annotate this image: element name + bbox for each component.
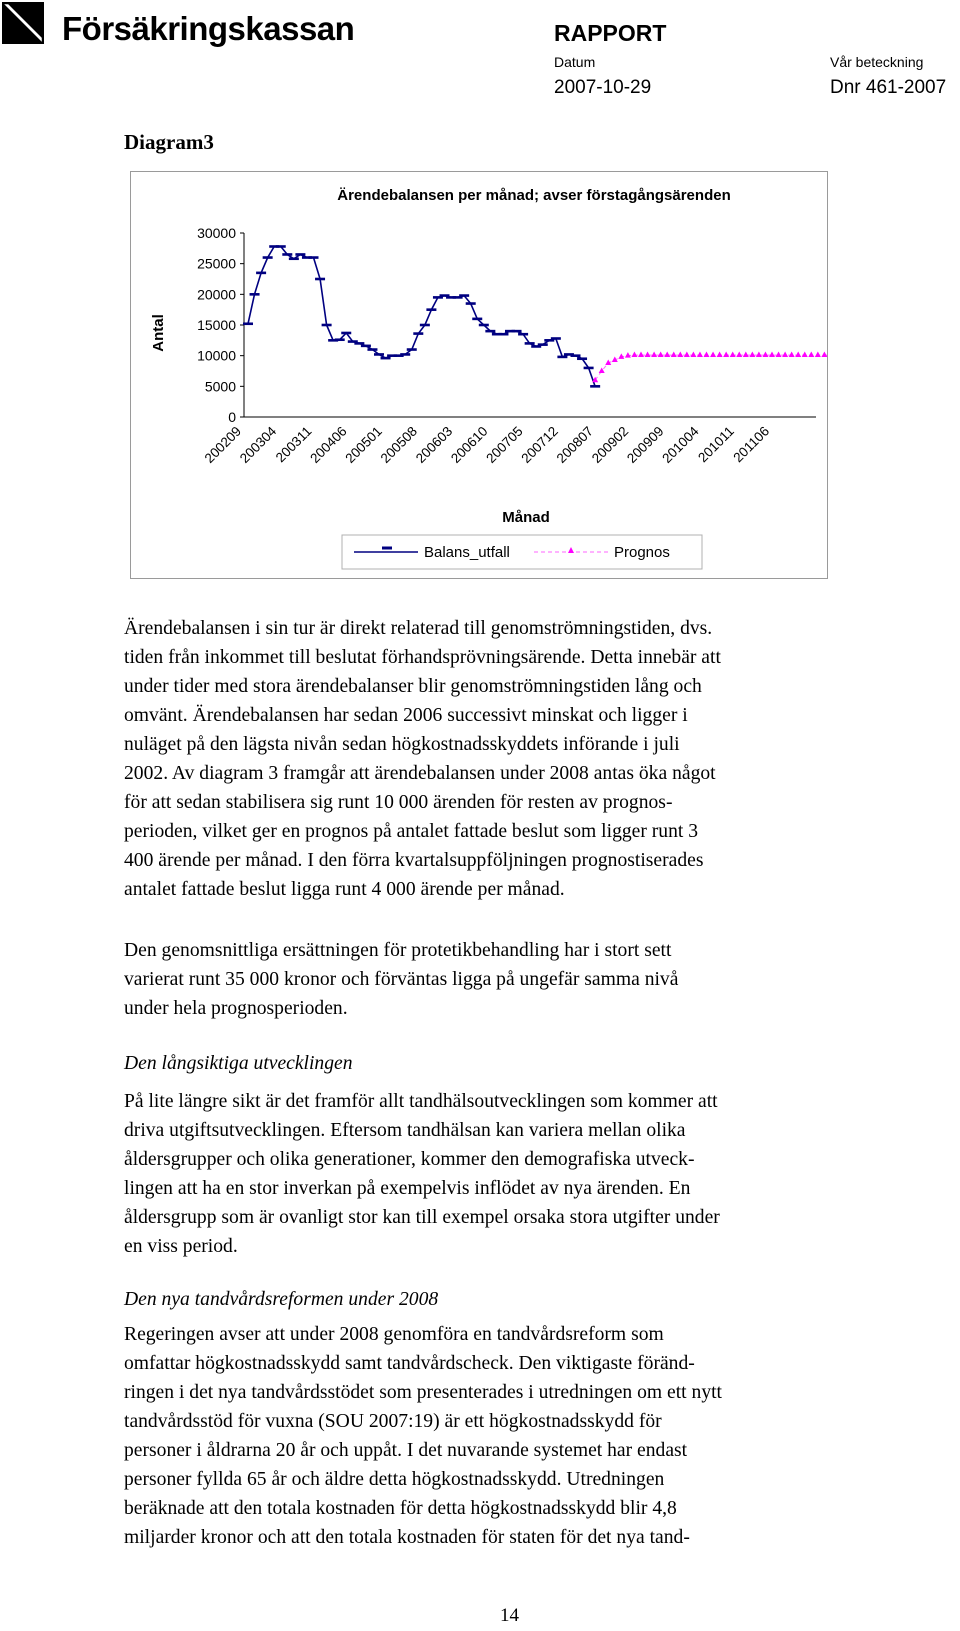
chart bbox=[130, 171, 828, 579]
data-point-prognos bbox=[671, 352, 677, 358]
x-tick-label: 200209 bbox=[201, 423, 245, 466]
x-tick-label: 200610 bbox=[448, 423, 491, 466]
paragraph-balance: Ärendebalansen i sin tur är direkt relaterad till genomströmningstiden, dvs. tiden från inkommet till beslutat förhandsprövningsärende. Detta innebär att under tider med stora ärendebalanser blir genomströmningstiden lång och omvänt. Ärendebalansen har sedan 2006 successivt minskat och ligger i nuläget på den lägsta nivån sedan högkostnadsskyddets införande i juli 2002. Av diagram 3 framgår att ärendebalansen under 2008 antas öka något för att sedan stabilisera sig runt 10 000 ärenden för resten av prognos- perioden, vilket ger en prognos på antalet fattade beslut som ligger runt 3 400 ärende per månad. I den förra kvartalsuppföljningen prognostiserades antalet fattade beslut ligga runt 4 000 ärende per månad. bbox=[124, 618, 721, 900]
data-point-prognos bbox=[749, 352, 755, 358]
x-tick-label: 200304 bbox=[236, 423, 280, 466]
y-tick-label: 10000 bbox=[197, 347, 236, 364]
x-tick-label: 200508 bbox=[377, 423, 421, 466]
chart-legend bbox=[342, 535, 702, 569]
x-axis-label: Månad bbox=[502, 509, 550, 526]
data-point-prognos bbox=[789, 352, 795, 358]
data-point-prognos bbox=[645, 352, 651, 358]
data-point-prognos bbox=[762, 352, 768, 358]
data-point-prognos bbox=[730, 352, 736, 358]
x-tick-label: 200603 bbox=[412, 423, 456, 466]
x-tick-label: 200712 bbox=[518, 423, 561, 466]
x-tick-label: 201011 bbox=[695, 423, 737, 466]
data-point-prognos bbox=[723, 352, 729, 358]
diagram-label: Diagram3 bbox=[124, 130, 214, 154]
x-tick-label: 200406 bbox=[307, 423, 350, 466]
data-point-prognos bbox=[631, 352, 637, 358]
y-tick-label: 0 bbox=[228, 409, 236, 425]
data-point-prognos bbox=[717, 352, 723, 358]
reference-value: Dnr 461-2007 bbox=[830, 77, 947, 98]
report-type: RAPPORT bbox=[554, 20, 667, 46]
legend-label-prognos: Prognos bbox=[614, 544, 670, 561]
y-axis-label: Antal bbox=[150, 314, 167, 352]
data-point-prognos bbox=[808, 352, 814, 358]
chart-title: Ärendebalansen per månad; avser förstagångsärenden bbox=[337, 187, 731, 204]
data-point-prognos bbox=[736, 352, 742, 358]
logo-text: Försäkringskassan bbox=[62, 10, 355, 47]
paragraph-reform: Regeringen avser att under 2008 genomföra en tandvårdsreform som omfattar högkostnadsskydd samt tandvårdscheck. Den viktigaste föränd- ringen i det nya tandvårdsstödet som presenterades i utredningen om ett nytt tandvårdsstöd för vuxna (SOU 2007:19) är ett högkostnadsskydd för personer i åldrarna 20 år och uppåt. I det nuvarande systemet har endast personer fyllda 65 år och äldre detta högkostnadsskydd. Utredningen beräknade att den totala kostnaden för detta högkostnadsskydd blir 4,8 miljarder kronor och att den totala kostnaden för staten för det nya tand- bbox=[124, 1324, 723, 1548]
y-tick-label: 15000 bbox=[197, 317, 236, 333]
data-point-prognos bbox=[704, 352, 710, 358]
x-tick-label: 200909 bbox=[624, 423, 667, 466]
series-line-prognos bbox=[595, 355, 828, 380]
data-point-prognos bbox=[802, 352, 808, 358]
data-point-prognos bbox=[743, 352, 749, 358]
data-point-prognos bbox=[651, 352, 657, 358]
date-label: Datum bbox=[554, 54, 596, 70]
paragraph-average-compensation: Den genomsnittliga ersättningen för protetikbehandling har i stort sett varierat runt 35 000 kronor och förväntas ligga på ungefär samma nivå under hela prognosperioden. bbox=[124, 940, 679, 1019]
data-point-prognos bbox=[821, 352, 827, 358]
data-point-prognos bbox=[677, 352, 683, 358]
data-point-prognos bbox=[625, 352, 631, 358]
y-tick-label: 25000 bbox=[197, 255, 236, 272]
x-tick-label: 200807 bbox=[553, 423, 597, 466]
heading-long-term: Den långsiktiga utvecklingen bbox=[124, 1053, 353, 1074]
logo-icon bbox=[2, 2, 44, 44]
data-point-prognos bbox=[795, 352, 801, 358]
x-tick-label: 200501 bbox=[342, 423, 385, 466]
data-point-prognos bbox=[638, 352, 644, 358]
y-tick-label: 5000 bbox=[204, 378, 236, 395]
data-point-prognos bbox=[815, 352, 821, 358]
data-point-prognos bbox=[756, 352, 762, 358]
heading-reform: Den nya tandvårdsreformen under 2008 bbox=[124, 1289, 439, 1310]
data-point-prognos bbox=[684, 352, 690, 358]
x-tick-label: 200902 bbox=[588, 423, 632, 466]
series-line-balans bbox=[248, 247, 595, 387]
data-point-prognos bbox=[690, 352, 696, 358]
reference-label: Vår beteckning bbox=[830, 54, 924, 70]
date-value: 2007-10-29 bbox=[554, 77, 652, 98]
paragraph-long-term: På lite längre sikt är det framför allt tandhälsoutvecklingen som kommer att driva utgiftsutvecklingen. Eftersom tandhälsan kan variera mellan olika åldersgrupper och olika generationer, kommer den demografiska utveck- lingen att ha en stor inverkan på exempelvis inflödet av nya ärenden. En åldersgrupp som är ovanligt stor kan till exempel orsaka stora utgifter under en viss period. bbox=[124, 1091, 720, 1257]
data-point-prognos bbox=[697, 352, 703, 358]
data-point-prognos bbox=[769, 352, 775, 358]
data-point-prognos bbox=[782, 352, 788, 358]
data-point-prognos bbox=[658, 352, 664, 358]
legend-label-balans: Balans_utfall bbox=[424, 544, 510, 561]
y-tick-label: 30000 bbox=[197, 225, 236, 241]
x-tick-label: 200705 bbox=[483, 423, 526, 466]
y-tick-label: 20000 bbox=[197, 286, 236, 303]
data-point-prognos bbox=[710, 352, 716, 358]
data-point-prognos bbox=[776, 352, 782, 358]
x-tick-label: 201004 bbox=[659, 423, 702, 466]
data-point-prognos bbox=[664, 352, 670, 358]
x-tick-label: 201106 bbox=[730, 423, 773, 466]
page-number: 14 bbox=[500, 1605, 519, 1626]
x-tick-label: 200311 bbox=[272, 423, 315, 466]
